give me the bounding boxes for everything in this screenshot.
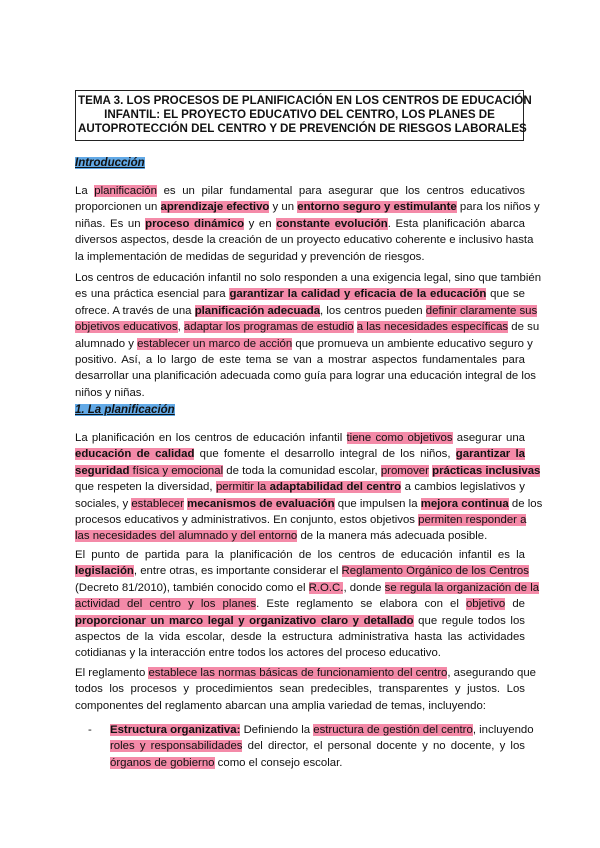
section-1-paragraph-1: [75, 430, 543, 545]
text-line: las necesidades del alumnado y del entorno de la manera más adecuada posible.: [75, 530, 488, 543]
text-line: seguridad física y emocional de toda la comunidad escolar, promover prácticas inclusivas: [75, 464, 541, 477]
text-line: La planificación en los centros de educación infantil tiene como objetivos asegurar una: [75, 432, 525, 444]
text-line: objetivos educativos, adaptar los programas de estudio a las necesidades específicas de su: [75, 321, 540, 334]
text-line: la implementación de medidas de seguridad y prevención de riesgos.: [75, 250, 425, 263]
text-line: procesos educativos y administrativos. En conjunto, estos objetivos permiten responder a: [75, 514, 527, 527]
text-line: proporcionen un aprendizaje efectivo y un entorno seguro y estimulante para los niños y: [75, 201, 540, 214]
section-1-paragraph-2: [75, 547, 540, 662]
text-line: proporcionar un marco legal y organizativo claro y detallado que regule todos los: [75, 614, 525, 627]
text-line: positivo. Así, a lo largo de este tema se van a mostrar aspectos fundamentales para: [75, 354, 525, 367]
bullet-item-estructura: [110, 722, 534, 771]
title-line-1: TEMA 3. LOS PROCESOS DE PLANIFICACIÓN EN LOS CENTROS DE EDUCACIÓN: [78, 94, 532, 107]
title-line-2: INFANTIL: EL PROYECTO EDUCATIVO DEL CENTRO, LOS PLANES DE: [104, 108, 495, 121]
intro-heading: Introducción: [75, 157, 145, 169]
text-line: Los centros de educación infantil no solo responden a una exigencia legal, sino que también: [75, 272, 542, 284]
text-line: es una práctica esencial para garantizar la calidad y eficacia de la educación que se: [75, 288, 525, 301]
document-title-box: [75, 90, 532, 141]
text-line: todos los procesos y procedimientos sean predecibles, transparentes y justos. Los: [75, 683, 525, 696]
text-line: ofrece. A través de una planificación adecuada, los centros pueden definir claramente sus: [75, 304, 538, 317]
intro-paragraph-2: [75, 270, 542, 401]
text-line: órganos de gobierno como el consejo escolar.: [110, 756, 343, 769]
title-line-3: AUTOPROTECCIÓN DEL CENTRO Y DE PREVENCIÓN DE RIESGOS LABORALES: [78, 122, 527, 135]
text-line: diversos aspectos, desde la creación de un proyecto educativo coherente e inclusivo hasta: [75, 234, 534, 247]
text-line: componentes del reglamento abarcan una amplia variedad de temas, incluyendo:: [75, 699, 486, 712]
text-line: niños y niñas.: [75, 386, 145, 399]
text-line: que respeten la diversidad, permitir la adaptabilidad del centro a cambios legislativos y: [75, 481, 525, 494]
text-line: El punto de partida para la planificación de los centros de educación infantil es la: [75, 549, 525, 561]
text-line: aspectos de la vida escolar, desde la estructura administrativa hasta las actividades: [75, 631, 525, 644]
text-line: El reglamento establece las normas básicas de funcionamiento del centro, asegurando que: [75, 667, 536, 679]
text-line: La planificación es un pilar fundamental para asegurar que los centros educativos: [75, 185, 525, 197]
text-line: roles y responsabilidades del director, el personal docente y no docente, y los: [110, 740, 525, 753]
bullet-marker: -: [88, 724, 92, 736]
text-line: Estructura organizativa: Definiendo la estructura de gestión del centro, incluyendo: [110, 724, 534, 736]
text-line: niñas. Es un proceso dinámico y en constante evolución. Esta planificación abarca: [75, 217, 525, 230]
section-1-paragraph-3: [75, 665, 536, 714]
section-1-heading: 1. La planificación: [75, 404, 175, 416]
text-line: actividad del centro y los planes. Este reglamento se elabora con el objetivo de: [75, 598, 525, 611]
text-line: alumnado y establecer un marco de acción que promueva un ambiente educativo seguro y: [75, 337, 533, 350]
text-line: cotidianas y la interacción entre todos los actores del proceso educativo.: [75, 647, 441, 660]
text-line: educación de calidad que fomente el desarrollo integral de los niños, garantizar la: [75, 448, 525, 461]
text-line: (Decreto 81/2010), también conocido como el R.O.C., donde se regula la organización de la: [75, 581, 540, 594]
text-line: legislación, entre otras, es importante considerar el Reglamento Orgánico de los Centros: [75, 565, 529, 578]
text-line: sociales, y establecer mecanismos de evaluación que impulsen la mejora continua de los: [75, 497, 543, 510]
intro-paragraph-1: [75, 183, 540, 265]
text-line: desarrollar una planificación adecuada como guía para lograr una educación integral de los: [75, 370, 536, 383]
